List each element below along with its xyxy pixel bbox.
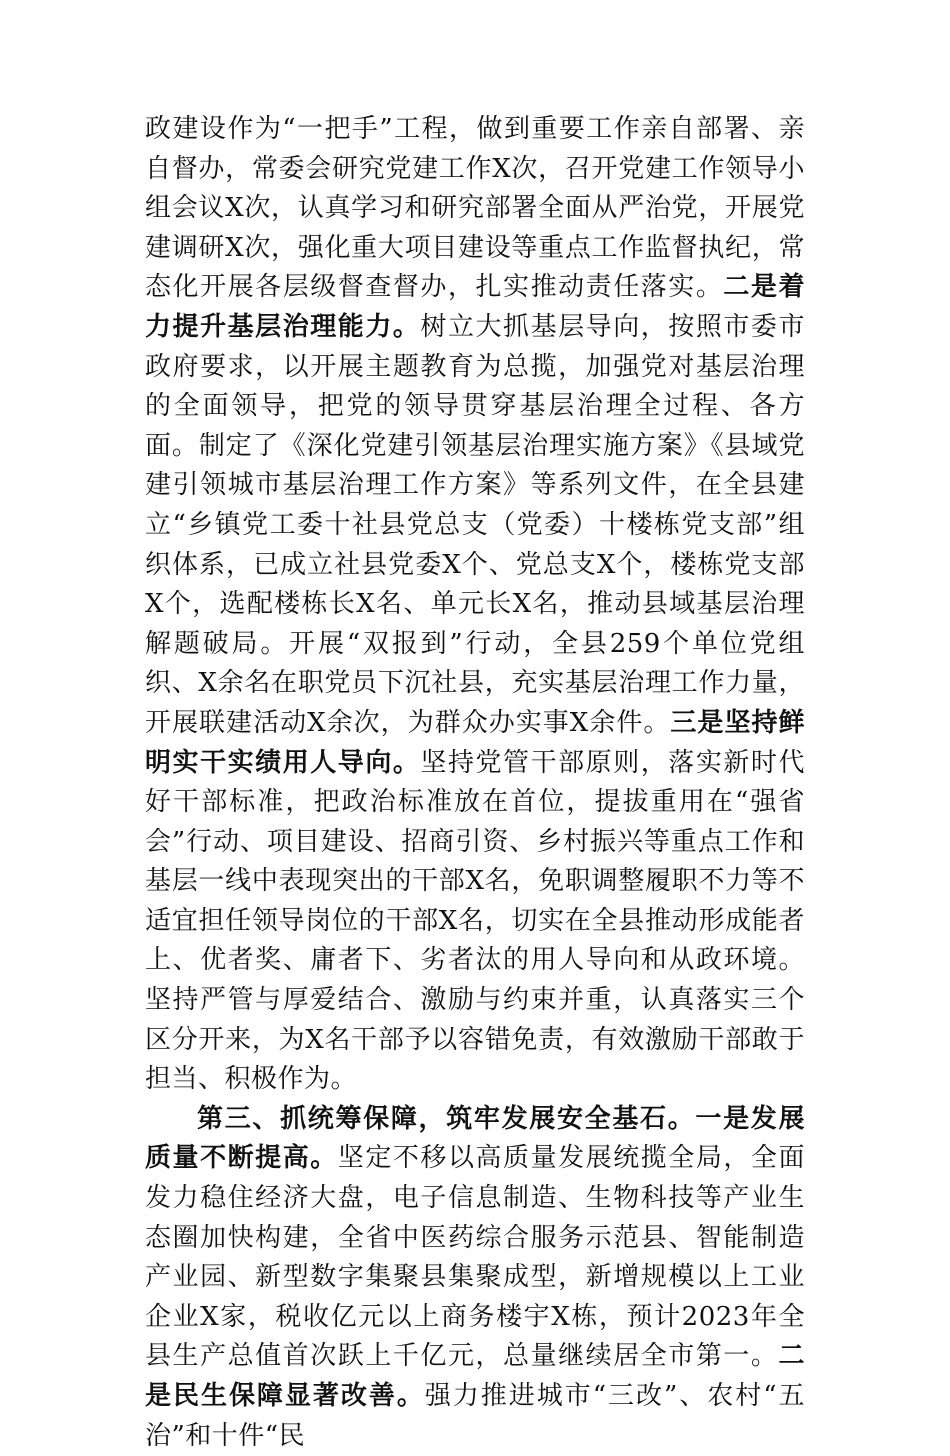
body-paragraph-party-building	[145, 110, 805, 1100]
paragraph-text: 强力推进城市“三改”、农村“五治”和十件“民	[145, 1381, 805, 1451]
paragraph-text: 坚定不移以高质量发展统揽全局，全面发力稳住经济大盘，电子信息制造、生物科技等产业生态圈加快构建，全省中医药综合服务示范县、智能制造产业园、新型数字集聚县集聚成型，新增规模以上工业企业X家，税收亿元以上商务楼宇X栋，预计2023年全县生产总值首次跃上千亿元，总量继续居全市第一。	[145, 1143, 805, 1372]
paragraph-text: 坚持党管干部原则，落实新时代好干部标准，把政治标准放在首位，提拔重用在“强省会”行动、项目建设、招商引资、乡村振兴等重点工作和基层一线中表现突出的干部X名，免职调整履职不力等不适宜担任领导岗位的干部X名，切实在全县推动形成能者上、优者奖、庸者下、劣者汰的用人导向和从政环境。坚持严管与厚爱结合、激励与约束并重，认真落实三个区分开来，为X名干部予以容错免责，有效激励干部敢于担当、积极作为。	[145, 747, 805, 1095]
subheading-livelihood: 二是民生保障显著改善。	[145, 1341, 805, 1411]
paragraph-text: 政建设作为“一把手”工程，做到重要工作亲自部署、亲自督办，常委会研究党建工作X次，召开党建工作领导小组会议X次，认真学习和研究部署全面从严治党，开展党建调研X次，强化重大项目建设等重点工作监督执纪，常态化开展各层级督查督办，扎实推动责任落实。	[145, 114, 805, 303]
section-heading-third: 第三、抓统筹保障，筑牢发展安全基石。一是发展质量不断提高。	[145, 1103, 805, 1174]
body-paragraph-overall-guarantee	[145, 1100, 805, 1456]
subheading-grassroots-governance: 二是着力提升基层治理能力。	[145, 272, 805, 342]
document-page	[145, 110, 805, 1456]
paragraph-text: 树立大抓基层导向，按照市委市政府要求，以开展主题教育为总揽，加强党对基层治理的全面领导，把党的领导贯穿基层治理全过程、各方面。制定了《深化党建引领基层治理实施方案》《县域党建引领城市基层治理工作方案》等系列文件，在全县建立“乡镇党工委十社县党总支（党委）十楼栋党支部”组织体系，已成立社县党委X个、党总支X个，楼栋党支部X个，选配楼栋长X名、单元长X名，推动县域基层治理解题破局。开展“双报到”行动，全县259个单位党组织、X余名在职党员下沉社县，充实基层治理工作力量，开展联建活动X余次，为群众办实事X余件。	[145, 311, 805, 738]
subheading-cadre-selection: 三是坚持鲜明实干实绩用人导向。	[145, 707, 805, 778]
